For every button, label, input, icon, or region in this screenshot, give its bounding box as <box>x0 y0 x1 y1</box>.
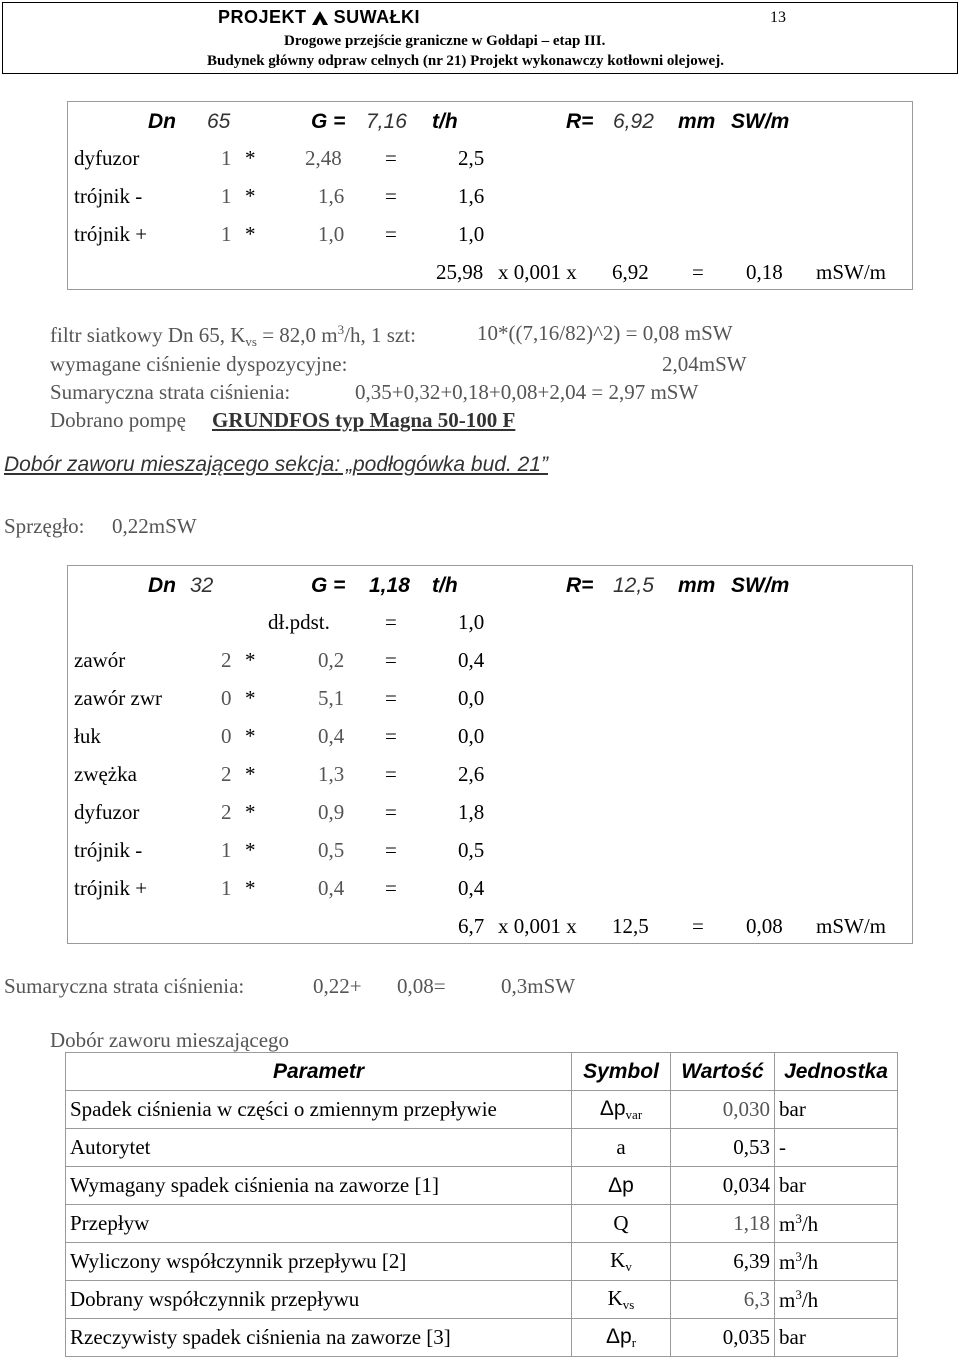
cell-symbol <box>572 1129 671 1167</box>
calc1-dn: 65 <box>207 110 231 133</box>
calc1-row-n: 1 <box>221 184 232 208</box>
calc2-r-label: R= <box>566 574 594 597</box>
header-wartosc: Wartość <box>671 1053 775 1091</box>
cell-unit <box>775 1281 898 1319</box>
calc2-row-star: * <box>245 876 256 900</box>
calc1-total-unit: mSW/m <box>816 260 887 284</box>
calc1-r: 6,92 <box>613 110 654 133</box>
calc1-row-n: 1 <box>221 146 232 170</box>
table-header-row <box>66 1053 898 1091</box>
calc2-row-eq: = <box>385 648 397 672</box>
calc2-row-name: dyfuzor <box>74 800 140 824</box>
calc1-row-star: * <box>245 146 256 170</box>
calc2-row-n: 0 <box>221 686 232 710</box>
sumaryczna-label: Sumaryczna strata ciśnienia: <box>50 380 291 404</box>
calc1-r-unit: mm <box>678 110 716 133</box>
calc2-row-n: 2 <box>221 800 232 824</box>
calc2-row-star: * <box>245 800 256 824</box>
calc2-row-res: 1,8 <box>458 800 485 824</box>
calc2-total-r: 12,5 <box>612 914 649 938</box>
calc2-row-star: * <box>245 762 256 786</box>
wymagane-label: wymagane ciśnienie dyspozycyjne: <box>50 352 348 376</box>
calc2-row-eq: = <box>385 724 397 748</box>
symbol-text: Q <box>613 1211 629 1235</box>
wymagane-value: 2,04mSW <box>662 352 747 376</box>
calc2-row-eq: = <box>385 686 397 710</box>
calc2-row-eq: = <box>385 838 397 862</box>
cell-param: Rzeczywisty spadek ciśnienia na zaworze [3] <box>66 1319 572 1357</box>
header-line-1: Drogowe przejście graniczne w Gołdapi – etap III. <box>284 33 606 49</box>
brand-left: PROJEKT <box>218 7 307 27</box>
calc1-row-name: dyfuzor <box>74 146 140 170</box>
unit-text: m <box>779 1249 796 1274</box>
calc2-row-res: 0,0 <box>458 724 485 748</box>
cell-param: Dobrany współczynnik przepływu <box>66 1281 572 1319</box>
sprzeglo-value: 0,22mSW <box>112 514 197 538</box>
symbol-sub: var <box>625 1107 643 1122</box>
filtr-text-c: /h, 1 szt: <box>344 323 416 347</box>
unit-sup: 3 <box>795 1286 802 1302</box>
cell-symbol <box>572 1243 671 1281</box>
summary2-a: 0,22+ <box>313 974 362 998</box>
cell-value: 0,030 <box>671 1091 775 1129</box>
calc2-r: 12,5 <box>613 574 654 597</box>
cell-value: 1,18 <box>671 1205 775 1243</box>
unit-sup: 3 <box>795 1210 802 1226</box>
calc2-row-k: 0,9 <box>318 800 345 824</box>
calc2-row-res: 2,6 <box>458 762 485 786</box>
calc2-row-k: 0,4 <box>318 724 345 748</box>
summary2-b: 0,08= <box>397 974 446 998</box>
valve-table <box>65 1052 898 1357</box>
brand-right: SUWAŁKI <box>333 7 421 27</box>
cell-unit: bar <box>775 1167 898 1205</box>
calc2-row-name: łuk <box>74 724 101 748</box>
header-symbol: Symbol <box>572 1053 671 1091</box>
cell-value: 6,3 <box>671 1281 775 1319</box>
cell-symbol <box>572 1319 671 1357</box>
cell-param: Autorytet <box>66 1129 572 1167</box>
calc2-row-k: 0,5 <box>318 838 345 862</box>
calc2-total-unit: mSW/m <box>816 914 887 938</box>
table-row <box>66 1167 898 1205</box>
calc2-row-k: 5,1 <box>318 686 345 710</box>
cell-symbol <box>572 1167 671 1205</box>
calc2-row-n: 2 <box>221 762 232 786</box>
calc1-row-eq: = <box>385 184 397 208</box>
calc2-row-n: 1 <box>221 876 232 900</box>
calc1-row-res: 1,0 <box>458 222 485 246</box>
header-jednostka: Jednostka <box>775 1053 898 1091</box>
calc2-row-k: 0,2 <box>318 648 345 672</box>
calc1-total-eq: = <box>692 260 704 284</box>
calc2-row-k: 1,3 <box>318 762 345 786</box>
calc2-total-eq: = <box>692 914 704 938</box>
calc-box-2 <box>67 565 913 944</box>
table-row <box>66 1281 898 1319</box>
filtr-line <box>50 323 416 348</box>
unit-tail: /h <box>801 1211 819 1236</box>
calc1-row-res: 2,5 <box>458 146 485 170</box>
calc1-row-star: * <box>245 184 256 208</box>
calc2-dn: 32 <box>190 574 214 597</box>
cell-symbol <box>572 1205 671 1243</box>
unit-text: m <box>779 1287 796 1312</box>
table-row <box>66 1243 898 1281</box>
cell-symbol <box>572 1281 671 1319</box>
table-row <box>66 1091 898 1129</box>
calc2-g: 1,18 <box>369 574 410 597</box>
calc2-row-star: * <box>245 648 256 672</box>
calc1-row-k: 2,48 <box>305 146 342 170</box>
cell-unit: bar <box>775 1319 898 1357</box>
symbol-sub: r <box>631 1335 637 1350</box>
calc1-row-eq: = <box>385 146 397 170</box>
symbol-text: Δp <box>599 1097 626 1120</box>
calc1-total-res: 0,18 <box>746 260 783 284</box>
cell-value: 0,034 <box>671 1167 775 1205</box>
calc1-r-unit2: SW/m <box>731 110 790 133</box>
calc2-dl-res: 1,0 <box>458 610 485 634</box>
symbol-sub: v <box>625 1259 632 1274</box>
calc2-row-name: zawór zwr <box>74 686 163 710</box>
calc2-row-name: zawór <box>74 648 126 672</box>
table-row <box>66 1205 898 1243</box>
calc2-row-star: * <box>245 686 256 710</box>
calc2-dl-label: dł.pdst. <box>268 610 330 634</box>
header-parametr: Parametr <box>66 1053 572 1091</box>
calc2-row-res: 0,4 <box>458 876 485 900</box>
calc2-total-x: x 0,001 x <box>498 914 577 938</box>
calc2-total-res: 0,08 <box>746 914 783 938</box>
calc2-row-star: * <box>245 838 256 862</box>
cell-value: 6,39 <box>671 1243 775 1281</box>
calc1-r-label: R= <box>566 110 594 133</box>
symbol-text: a <box>616 1135 626 1159</box>
cell-unit <box>775 1205 898 1243</box>
symbol-text: Δp <box>608 1174 634 1197</box>
filtr-sup: 3 <box>337 322 345 337</box>
calc2-row-eq: = <box>385 800 397 824</box>
brand-logo <box>218 8 420 26</box>
page-number: 13 <box>770 9 786 26</box>
calc2-row-n: 2 <box>221 648 232 672</box>
filtr-formula: 10*((7,16/82)^2) = 0,08 mSW <box>477 321 733 345</box>
cell-unit <box>775 1243 898 1281</box>
cell-symbol <box>572 1091 671 1129</box>
calc2-row-res: 0,5 <box>458 838 485 862</box>
calc1-total-x: x 0,001 x <box>498 260 577 284</box>
calc2-row-eq: = <box>385 876 397 900</box>
calc2-row-name: zwężka <box>74 762 137 786</box>
pompa-name: GRUNDFOS typ Magna 50-100 F <box>212 408 516 432</box>
symbol-text: K <box>610 1248 626 1272</box>
calc2-row-k: 0,4 <box>318 876 345 900</box>
cell-unit: - <box>775 1129 898 1167</box>
calc1-total-r: 6,92 <box>612 260 649 284</box>
filtr-text-a: filtr siatkowy Dn 65, K <box>50 323 246 347</box>
calc1-g-label: G = <box>311 110 346 133</box>
filtr-sub: vs <box>245 334 257 349</box>
symbol-text: K <box>607 1286 623 1310</box>
cell-param: Przepływ <box>66 1205 572 1243</box>
cell-unit: bar <box>775 1091 898 1129</box>
calc2-row-star: * <box>245 724 256 748</box>
header-line-2: Budynek główny odpraw celnych (nr 21) Projekt wykonawczy kotłowni olejowej. <box>207 53 724 69</box>
calc1-row-eq: = <box>385 222 397 246</box>
symbol-sub: vs <box>622 1297 635 1312</box>
calc1-total-sum: 25,98 <box>436 260 484 284</box>
calc2-total-sum: 6,7 <box>458 914 485 938</box>
table-row <box>66 1319 898 1357</box>
calc2-r-unit: mm <box>678 574 716 597</box>
unit-tail: /h <box>801 1287 819 1312</box>
calc1-row-star: * <box>245 222 256 246</box>
calc1-row-res: 1,6 <box>458 184 485 208</box>
calc2-dn-label: Dn <box>148 574 176 597</box>
dobrano-label: Dobrano pompę <box>50 408 186 432</box>
calc2-row-name: trójnik - <box>74 838 143 862</box>
calc1-g-unit: t/h <box>432 110 458 133</box>
calc1-row-n: 1 <box>221 222 232 246</box>
summary2-label: Sumaryczna strata ciśnienia: <box>4 974 245 998</box>
cell-param: Spadek ciśnienia w części o zmiennym przepływie <box>66 1091 572 1129</box>
unit-text: m <box>779 1211 796 1236</box>
logo-triangle-icon <box>312 9 328 25</box>
cell-param: Wymagany spadek ciśnienia na zaworze [1] <box>66 1167 572 1205</box>
unit-tail: /h <box>801 1249 819 1274</box>
calc1-g: 7,16 <box>366 110 407 133</box>
filtr-text-b: = 82,0 m <box>262 323 338 347</box>
calc1-row-k: 1,6 <box>318 184 345 208</box>
calc2-row-name: trójnik + <box>74 876 148 900</box>
section-title: Dobór zaworu mieszającego sekcja: „podłogówka bud. 21” <box>4 453 548 476</box>
calc2-r-unit2: SW/m <box>731 574 790 597</box>
calc2-dl-eq: = <box>385 610 397 634</box>
sumaryczna-value: 0,35+0,32+0,18+0,08+2,04 = 2,97 mSW <box>355 380 699 404</box>
calc2-g-label: G = <box>311 574 346 597</box>
calc1-row-k: 1,0 <box>318 222 345 246</box>
cell-param: Wyliczony współczynnik przepływu [2] <box>66 1243 572 1281</box>
calc2-row-n: 1 <box>221 838 232 862</box>
calc2-row-res: 0,0 <box>458 686 485 710</box>
unit-sup: 3 <box>795 1248 802 1264</box>
cell-value: 0,035 <box>671 1319 775 1357</box>
symbol-text: Δp <box>605 1325 632 1348</box>
sprzeglo-label: Sprzęgło: <box>4 514 85 538</box>
calc2-row-res: 0,4 <box>458 648 485 672</box>
calc2-g-unit: t/h <box>432 574 458 597</box>
cell-value: 0,53 <box>671 1129 775 1167</box>
calc1-row-name: trójnik + <box>74 222 148 246</box>
table-row <box>66 1129 898 1167</box>
calc2-row-eq: = <box>385 762 397 786</box>
summary2-c: 0,3mSW <box>501 974 576 998</box>
calc1-row-name: trójnik - <box>74 184 143 208</box>
calc2-row-n: 0 <box>221 724 232 748</box>
valve-title: Dobór zaworu mieszającego <box>50 1028 290 1052</box>
calc1-dn-label: Dn <box>148 110 176 133</box>
